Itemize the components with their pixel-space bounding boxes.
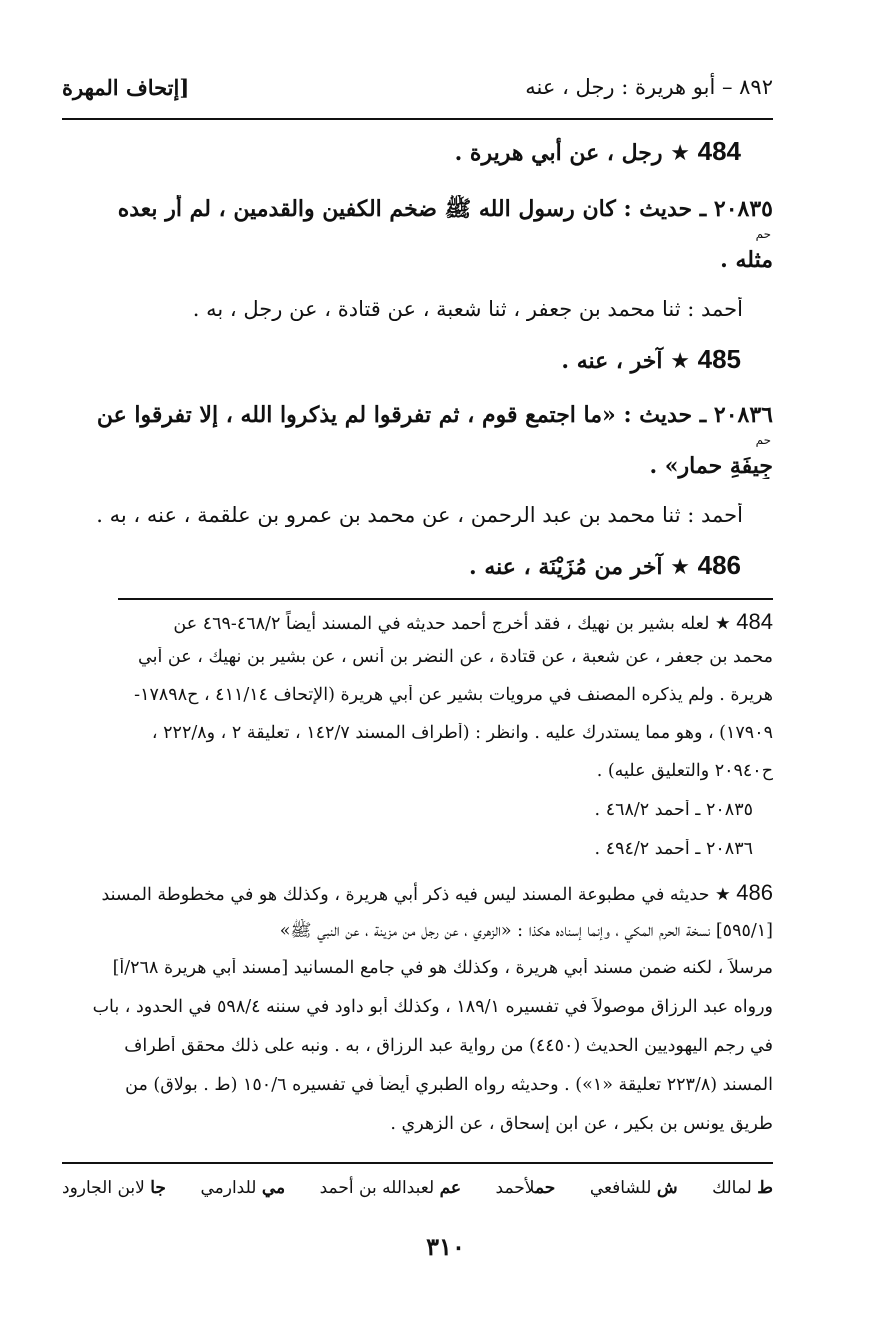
legend-item [712, 1178, 773, 1198]
footnote-486-line-6: المسند (٢٢٣/٨ تعليقة «١») . وحديثه رواه الطبري أيضاً في تفسيره ١٥٠/٦ (ط . بولاق) من [125, 1075, 773, 1095]
legend-item [320, 1178, 461, 1198]
star-icon: ★ [715, 614, 731, 634]
footnote-484-line-2: محمد بن جعفر ، عن شعبة ، عن قتادة ، عن النضر بن أنس ، عن بشير بن نهيك ، عن أبي [138, 647, 773, 667]
hadith-20835-line-2: مثله . [720, 247, 773, 273]
header-rule [62, 118, 773, 120]
entry-title: رجل ، عن أبي هريرة . [454, 140, 663, 166]
footnote-20836: ٢٠٨٣٦ ـ أحمد ٤٩٤/٢ . [594, 839, 753, 859]
footnote-486-line-4: ورواه عبد الرزاق موصولاً في تفسيره ١٨٩/١ ، وكذلك أبو داود في سننه ٥٩٨/٤ في الحدود ، باب [92, 997, 773, 1017]
narrator-entry-485 [62, 344, 741, 375]
star-icon: ★ [670, 555, 690, 580]
entry-number: 486 [697, 550, 741, 580]
legend-item [200, 1178, 285, 1198]
narrator-entry-484 [62, 136, 741, 167]
footnote-separator [118, 598, 773, 600]
footnote-text: لعله بشير بن نهيك ، فقد أخرج أحمد حديثه في المسند أيضاً ٤٦٨/٢-٤٦٩ عن [173, 614, 710, 634]
legend-rule [62, 1162, 773, 1164]
source-symbol: حم [755, 227, 771, 241]
legend-item [496, 1178, 556, 1198]
entry-title: آخر من مُزَيْنَة ، عنه . [469, 554, 663, 580]
star-icon: ★ [670, 349, 690, 374]
legend-item [62, 1178, 166, 1198]
entry-number: 485 [697, 344, 741, 374]
hadith-number: ٢٠٨٣٦ ـ حديث : [623, 402, 773, 428]
legend-abbr: حم [534, 1178, 556, 1198]
source-symbol: حم [755, 433, 771, 447]
footnote-484-line-1 [62, 609, 773, 635]
header-book-title: [إتحاف المهرة [62, 74, 190, 100]
legend-abbr: ش [656, 1178, 678, 1198]
legend-label: للدارمي [200, 1178, 257, 1198]
hadith-20835-line-1 [62, 195, 773, 227]
hadith-20836-chain: أحمد : ثنا محمد بن عبد الرحمن ، عن محمد بن عمرو بن علقمة ، عنه ، به . [96, 503, 743, 527]
legend-abbr: ط [757, 1178, 773, 1198]
footnote-text: حديثه في مطبوعة المسند ليس فيه ذكر أبي هريرة ، وكذلك هو في مخطوطة المسند [101, 885, 710, 905]
star-icon: ★ [715, 885, 731, 905]
hadith-text: كان رسول الله ﷺ ضخم الكفين والقدمين ، لم أر بعده [117, 196, 616, 222]
footnote-486-line-3: مرسلاً ، لكنه ضمن مسند أبي هريرة ، وكذلك هو في جامع المسانيد [مسند أبي هريرة ٢٦٨/أ] [112, 958, 773, 978]
legend-abbr: مي [261, 1178, 286, 1198]
star-icon: ★ [670, 141, 690, 166]
footnote-mark: 484 [736, 609, 773, 634]
footnote-486-line-5: في رجم اليهوديين الحديث (٤٤٥٠) من رواية عبد الرزاق ، به . ونبه على ذلك محقق أطراف [124, 1036, 773, 1056]
legend-abbr: عم [439, 1178, 462, 1198]
hadith-number: ٢٠٨٣٥ ـ حديث : [623, 196, 773, 222]
legend-abbr: جا [150, 1178, 166, 1198]
hadith-text: «ما اجتمع قوم ، ثم تفرقوا لم يذكروا الله ، إلا تفرقوا عن [96, 402, 616, 428]
footnote-486-line-1 [62, 880, 773, 906]
footnote-484-line-4: ١٧٩٠٩) ، وهو مما يستدرك عليه . وانظر : (أطراف المسند ١٤٢/٧ ، تعليقة ٢ ، و٢٢٢/٨ ، [151, 723, 773, 743]
legend-label: لمالك [712, 1178, 752, 1198]
footnote-484-line-5: ح٢٠٩٤٠ والتعليق عليه) . [596, 761, 773, 781]
hadith-20836-line-1 [62, 402, 773, 428]
hadith-20835-chain: أحمد : ثنا محمد بن جعفر ، ثنا شعبة ، عن قتادة ، عن رجل ، به . [192, 297, 743, 321]
legend-item [590, 1178, 678, 1198]
footnote-484-line-3: هريرة . ولم يذكره المصنف في مرويات بشير عن أبي هريرة (الإتحاف ٤١١/١٤ ، ح١٧٨٩٨- [134, 685, 773, 705]
narrator-entry-486 [62, 550, 741, 581]
footnote-486-line-7: طريق يونس بن بكير ، عن ابن إسحاق ، عن الزهري . [390, 1114, 773, 1134]
entry-number: 484 [697, 136, 741, 166]
running-header [62, 70, 773, 104]
header-section-title: ٨٩٢ – أبو هريرة : رجل ، عنه [525, 75, 773, 99]
legend-label: لعبدالله بن أحمد [319, 1178, 435, 1198]
legend-label: للشافعي [589, 1178, 652, 1198]
footnote-20835: ٢٠٨٣٥ ـ أحمد ٤٦٨/٢ . [594, 800, 753, 820]
footnote-486-line-2: [٥٩٥/١] نسخة الحرم المكي ، وإنما إسناده هكذا : «الزهري ، عن رجل من مزينة ، عن النبي ﷺ» [279, 921, 773, 941]
abbreviation-legend [62, 1172, 773, 1204]
page-number: ٣١٠ [426, 1232, 465, 1261]
footnote-mark: 486 [736, 880, 773, 905]
legend-label: لأحمد [495, 1178, 535, 1198]
legend-label: لابن الجارود [62, 1178, 145, 1198]
hadith-20836-line-2: جِيفَةِ حمار» . [649, 453, 773, 479]
entry-title: آخر ، عنه . [561, 348, 663, 374]
